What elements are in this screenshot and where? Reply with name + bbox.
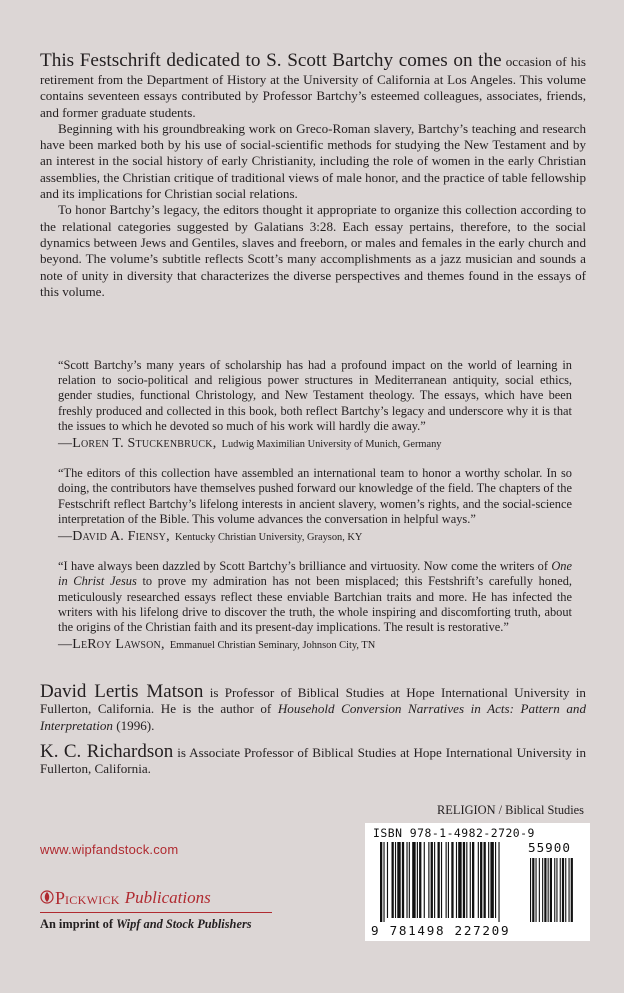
- barcode-bar: [392, 842, 394, 918]
- barcode-bar: [395, 842, 396, 918]
- endorsement-text: “Scott Bartchy’s many years of scholarship has had a profound impact on the world of learning in relation to socio-political and religious power structures in Mediterranean antiquity, social ethics, gender studies, functional Christology, and New Testament theology. The essays, which have been freshly produced and collected in this book, both reflect Bartchy’s legacy and underscore why it is that the issues to which he devoted so much of his work will hardly die away.”: [58, 358, 572, 433]
- barcode-bar: [495, 842, 496, 918]
- description: [40, 50, 586, 300]
- endorser-name: —LeRoy Lawson,: [58, 637, 165, 653]
- intro-paragraph-2: Beginning with his groundbreaking work on Greco-Roman slavery, Bartchy’s teaching and research have been marked both by his use of social-scientific methods for studying the New Testament and by an interest in the social history of early Christianity, including the role of women in the early Christian assemblies, the Christian critique of traditional views of male honor, and the practice of table fellowship and its implications for Christian social relations.: [40, 120, 586, 202]
- barcode-bars: [372, 842, 584, 924]
- bio-text: is Professor of Biblical Studies at Hope International University in Fullerton, California. He is the author of: [40, 685, 586, 717]
- barcode-bar: [441, 842, 442, 918]
- barcode-bar: [438, 842, 440, 918]
- addon-bar: [530, 858, 531, 922]
- endorsement-attribution: [58, 436, 572, 452]
- barcode-bar: [431, 842, 433, 918]
- barcode-bar: [478, 842, 479, 918]
- editor-bio-2: [40, 740, 586, 778]
- barcode-bar: [446, 842, 447, 918]
- endorsement-text: “The editors of this collection have assembled an international team to honor a worthy scholar. In so doing, the contributors have themselves pushed forward our knowledge of the field. The chapters of the Festschrift reflect Bartchy’s lifelong interests in ancient slavery, women’s rights, and the social-science interpretation of the Bible. This volume advances the conversation in helpful ways.”: [58, 466, 572, 526]
- isbn-barcode: [365, 823, 590, 941]
- addon-bar: [550, 858, 552, 922]
- endorsement-text-part: to prove my admiration has not been misplaced; this Festshrift’s carefully honed, meticulously researched essays reflect these enviable Bartchian traits and more. He has infected the writers with his lifelong drive to discover the truth, the whole inspiring and discomforting truth, about the origins of the Christian faith and its present-day implications. The result is restorative.”: [58, 574, 572, 635]
- imprint-prefix: An imprint of: [40, 917, 117, 931]
- editor-bio-1: [40, 681, 586, 734]
- barcode-bar: [448, 842, 449, 918]
- publisher-name-2: Publications: [124, 888, 211, 907]
- publisher-wordmark: [40, 888, 280, 909]
- endorsement-2: [58, 466, 572, 545]
- bio-text: (1996).: [112, 717, 155, 733]
- endorser-name: —Loren T. Stuckenbruck,: [58, 436, 217, 452]
- publisher-logo: [40, 888, 280, 932]
- publisher-name-initial: P: [55, 888, 66, 908]
- intro-p1-rest: occasion of his retirement from the Department of History at the University of California at Los Angeles. This volume contains seventeen essays contributed by Professor Bartchy’s esteemed colleagues, associates, friends, and former graduate students.: [40, 54, 586, 120]
- barcode-bar: [463, 842, 465, 918]
- endorser-affiliation: Emmanuel Christian Seminary, Johnson City, TN: [169, 640, 376, 652]
- endorser-affiliation: Kentucky Christian University, Grayson, KY: [174, 532, 363, 544]
- endorsement-attribution: [58, 529, 572, 545]
- barcode-bar: [480, 842, 482, 918]
- barcode-bar: [458, 842, 461, 918]
- barcode-bar: [412, 842, 415, 918]
- subject-category: RELIGION / Biblical Studies: [437, 803, 584, 817]
- addon-bar: [539, 858, 540, 922]
- barcode-bar: [402, 842, 404, 918]
- barcode-bar: [397, 842, 400, 918]
- endorsement-attribution: [58, 637, 572, 653]
- endorsement-text-part: “I have always been dazzled by Scott Bartchy’s brilliance and virtuosity. Now come the writers of: [58, 559, 552, 574]
- addon-bar: [556, 858, 557, 922]
- barcode-bar: [470, 842, 471, 918]
- editor-name: K. C. Richardson: [40, 740, 174, 762]
- endorsement-text: [58, 559, 572, 635]
- endorsement-1: [58, 358, 572, 452]
- endorser-affiliation: Ludwig Maximilian University of Munich, Germany: [221, 439, 442, 451]
- addon-bar: [536, 858, 537, 922]
- imprint-name: Wipf and Stock Publishers: [116, 917, 252, 931]
- bio-text: is Associate Professor of Biblical Studies at Hope International University in Fullerton, California.: [40, 744, 586, 777]
- barcode-bar: [424, 842, 425, 918]
- addon-bar: [565, 858, 566, 922]
- endorsements: [58, 358, 572, 653]
- addon-bar: [554, 858, 555, 922]
- intro-paragraph-3: To honor Bartchy’s legacy, the editors thought it appropriate to organize this collection according to the relational categories suggested by Galatians 3:28. Each essay pertains, therefore, to the social dynamics between Jews and Gentiles, slaves and freeborn, or males and females in the early church and beyond. The volume’s subtitle reflects Scott’s many accomplishments as a jazz musician and sounds a note of unity in diversity that characterizes the diverse perspectives and themes found in the essays of this volume.: [40, 202, 586, 299]
- bio-book-title: Household Conversion Narratives in Acts: Pattern and Interpretation: [40, 701, 586, 733]
- publisher-name-rest: ickwick: [65, 889, 120, 908]
- price-code: 55900: [528, 840, 571, 855]
- addon-bar: [569, 858, 570, 922]
- barcode-bar: [472, 842, 474, 918]
- barcode-bar: [466, 842, 467, 918]
- publisher-website: www.wipfandstock.com: [40, 842, 179, 857]
- barcode-bar: [498, 842, 499, 922]
- editor-name: David Lertis Matson: [40, 681, 204, 702]
- editor-bios: [40, 681, 586, 777]
- barcode-bar: [409, 842, 410, 918]
- lead-sentence: This Festschrift dedicated to S. Scott Bartchy comes on the: [40, 50, 502, 71]
- imprint-line: [40, 917, 280, 932]
- barcode-bar: [434, 842, 435, 918]
- ean-number: 9 781498 227209: [371, 923, 511, 938]
- intro-paragraph-1: [40, 50, 586, 121]
- endorsement-3: [58, 559, 572, 653]
- barcode-bar: [406, 842, 407, 918]
- addon-bar: [548, 858, 549, 922]
- pickwick-ornament-icon: [40, 890, 54, 904]
- addon-bar: [542, 858, 543, 922]
- publisher-name-1: [55, 888, 120, 909]
- book-title: One in Christ Jesus: [58, 559, 572, 589]
- publisher-divider: [40, 912, 272, 913]
- barcode-bar: [451, 842, 453, 918]
- barcode-bar: [419, 842, 421, 918]
- barcode-bar: [490, 842, 493, 918]
- endorser-name: —David A. Fiensy,: [58, 529, 170, 545]
- barcode-bar: [484, 842, 486, 918]
- isbn-number: ISBN 978-1-4982-2720-9: [373, 826, 535, 840]
- barcode-bar: [417, 842, 418, 918]
- barcode-bar: [456, 842, 457, 918]
- addon-bar: [560, 858, 561, 922]
- addon-bar: [571, 858, 573, 922]
- barcode-bar: [383, 842, 384, 922]
- barcode-bar: [488, 842, 489, 918]
- barcode-bar: [387, 842, 388, 918]
- barcode-bar: [428, 842, 429, 918]
- addon-bar: [562, 858, 564, 922]
- barcode-bar: [380, 842, 382, 922]
- addon-bar: [544, 858, 546, 922]
- addon-bar: [532, 858, 534, 922]
